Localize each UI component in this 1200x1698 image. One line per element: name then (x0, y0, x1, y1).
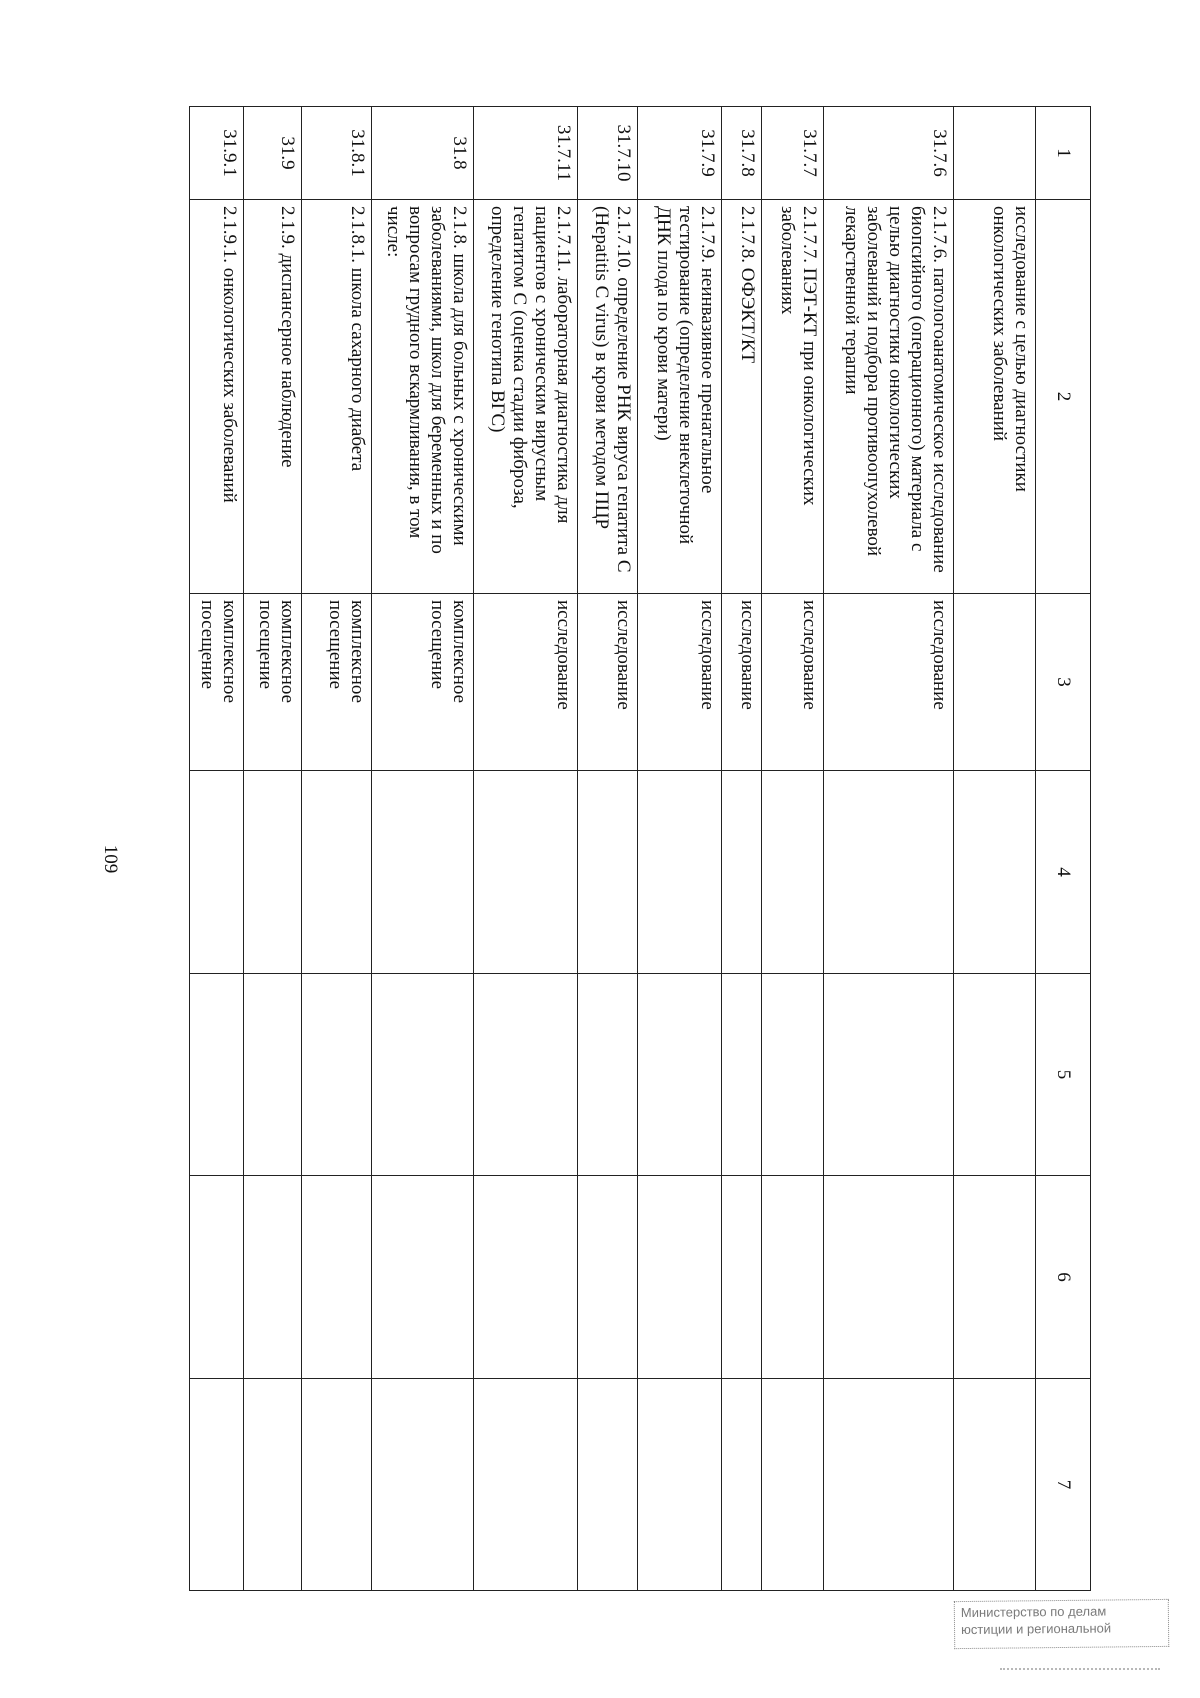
row-number-cell: 31.7.6 (824, 107, 954, 200)
row-col6-cell (302, 1176, 372, 1379)
row-name-cell: 2.1.7.7. ПЭТ-КТ при онкологических заболеваниях (762, 200, 824, 594)
row-col4-cell (722, 771, 762, 974)
row-name-cell: 2.1.9.1. онкологических заболеваний (190, 200, 244, 594)
column-header-7: 7 (1036, 1379, 1091, 1591)
row-col4-cell (190, 771, 244, 974)
row-col7-cell (474, 1379, 578, 1591)
row-col4-cell (474, 771, 578, 974)
row-unit-cell: комплексное посещение (244, 594, 302, 771)
row-col5-cell (578, 974, 638, 1176)
row-col5-cell (722, 974, 762, 1176)
table-row (372, 107, 474, 1591)
data-table (189, 106, 1091, 1591)
table-row (302, 107, 372, 1591)
stamp-dotted-line (1000, 1664, 1160, 1670)
table-row (722, 107, 762, 1591)
row-col7-cell (244, 1379, 302, 1591)
row-col6-cell (762, 1176, 824, 1379)
row-number-cell: 31.9.1 (190, 107, 244, 200)
column-header-2: 2 (1036, 200, 1091, 594)
row-unit-cell: исследование (638, 594, 722, 771)
row-col6-cell (244, 1176, 302, 1379)
stamp-line-2: юстиции и региональной (960, 1620, 1112, 1638)
row-name-cell: 2.1.8. школа для больных с хроническими заболеваниями, школ для беременных и по вопросам грудного вскармливания, в том числе: (372, 200, 474, 594)
row-col5-cell (244, 974, 302, 1176)
table-row (762, 107, 824, 1591)
row-col4-cell (302, 771, 372, 974)
row-col6-cell (638, 1176, 722, 1379)
row-unit-cell: комплексное посещение (190, 594, 244, 771)
row-col5-cell (824, 974, 954, 1176)
row-col5-cell (190, 974, 244, 1176)
row-name-cell: 2.1.7.9. неинвазивное пренатальное тестирование (определение внеклеточной ДНК плода по крови матери) (638, 200, 722, 594)
row-number-cell: 31.7.9 (638, 107, 722, 200)
table-row (638, 107, 722, 1591)
row-number-cell: 31.7.8 (722, 107, 762, 200)
row-unit-cell: исследование (722, 594, 762, 771)
row-unit-cell: исследование (762, 594, 824, 771)
row-col7-cell (578, 1379, 638, 1591)
table-row (190, 107, 244, 1591)
row-col7-cell (638, 1379, 722, 1591)
row-col5-cell (372, 974, 474, 1176)
row-col6-cell (190, 1176, 244, 1379)
row-col6-cell (372, 1176, 474, 1379)
row-col6-cell (474, 1176, 578, 1379)
row-number-cell: 31.7.10 (578, 107, 638, 200)
registration-stamp (954, 1599, 1169, 1649)
column-header-3: 3 (1036, 594, 1091, 771)
row-name-cell: исследование с целью диагностики онкологических заболеваний (954, 200, 1036, 594)
column-header-4: 4 (1036, 771, 1091, 974)
row-col6-cell (722, 1176, 762, 1379)
row-col4-cell (954, 771, 1036, 974)
row-col4-cell (372, 771, 474, 974)
row-col5-cell (638, 974, 722, 1176)
row-number-cell (954, 107, 1036, 200)
column-header-1: 1 (1036, 107, 1091, 200)
row-col4-cell (578, 771, 638, 974)
row-col5-cell (474, 974, 578, 1176)
row-unit-cell: комплексное посещение (372, 594, 474, 771)
row-number-cell: 31.8.1 (302, 107, 372, 200)
row-col7-cell (762, 1379, 824, 1591)
row-number-cell: 31.8 (372, 107, 474, 200)
row-unit-cell: исследование (578, 594, 638, 771)
table-row (954, 107, 1036, 1591)
table-row (244, 107, 302, 1591)
table-row (824, 107, 954, 1591)
row-unit-cell: исследование (824, 594, 954, 771)
row-col7-cell (722, 1379, 762, 1591)
row-col5-cell (762, 974, 824, 1176)
row-number-cell: 31.9 (244, 107, 302, 200)
stamp-line-1: Министерство по делам (960, 1603, 1107, 1621)
row-col4-cell (638, 771, 722, 974)
header-row (1036, 107, 1091, 1591)
row-col7-cell (190, 1379, 244, 1591)
row-name-cell: 2.1.8.1. школа сахарного диабета (302, 200, 372, 594)
row-unit-cell: исследование (474, 594, 578, 771)
row-col4-cell (244, 771, 302, 974)
rotated-table-container (171, 106, 1091, 1590)
row-name-cell: 2.1.7.11. лабораторная диагностика для пациентов с хроническим вирусным гепатитом С (оценка стадии фиброза, определение генотипа ВГС) (474, 200, 578, 594)
row-unit-cell (954, 594, 1036, 771)
row-number-cell: 31.7.11 (474, 107, 578, 200)
row-col5-cell (954, 974, 1036, 1176)
row-col6-cell (954, 1176, 1036, 1379)
row-unit-cell: комплексное посещение (302, 594, 372, 771)
row-col7-cell (302, 1379, 372, 1591)
row-col7-cell (954, 1379, 1036, 1591)
column-header-6: 6 (1036, 1176, 1091, 1379)
page-number: 109 (100, 844, 121, 874)
table-row (474, 107, 578, 1591)
row-col6-cell (824, 1176, 954, 1379)
row-number-cell: 31.7.7 (762, 107, 824, 200)
row-name-cell: 2.1.7.8. ОФЭКТ/КТ (722, 200, 762, 594)
row-col4-cell (824, 771, 954, 974)
row-col4-cell (762, 771, 824, 974)
row-col5-cell (302, 974, 372, 1176)
row-name-cell: 2.1.7.6. патологоанатомическое исследование биопсийного (операционного) материала с целью диагностики онкологических заболеваний и подбора противоопухолевой лекарственной терапии (824, 200, 954, 594)
row-name-cell: 2.1.9. диспансерное наблюдение (244, 200, 302, 594)
column-header-5: 5 (1036, 974, 1091, 1176)
row-name-cell: 2.1.7.10. определение РНК вируса гепатита С (Hepatitis C virus) в крови методом ПЦР (578, 200, 638, 594)
row-col6-cell (578, 1176, 638, 1379)
row-col7-cell (824, 1379, 954, 1591)
row-col7-cell (372, 1379, 474, 1591)
table-row (578, 107, 638, 1591)
